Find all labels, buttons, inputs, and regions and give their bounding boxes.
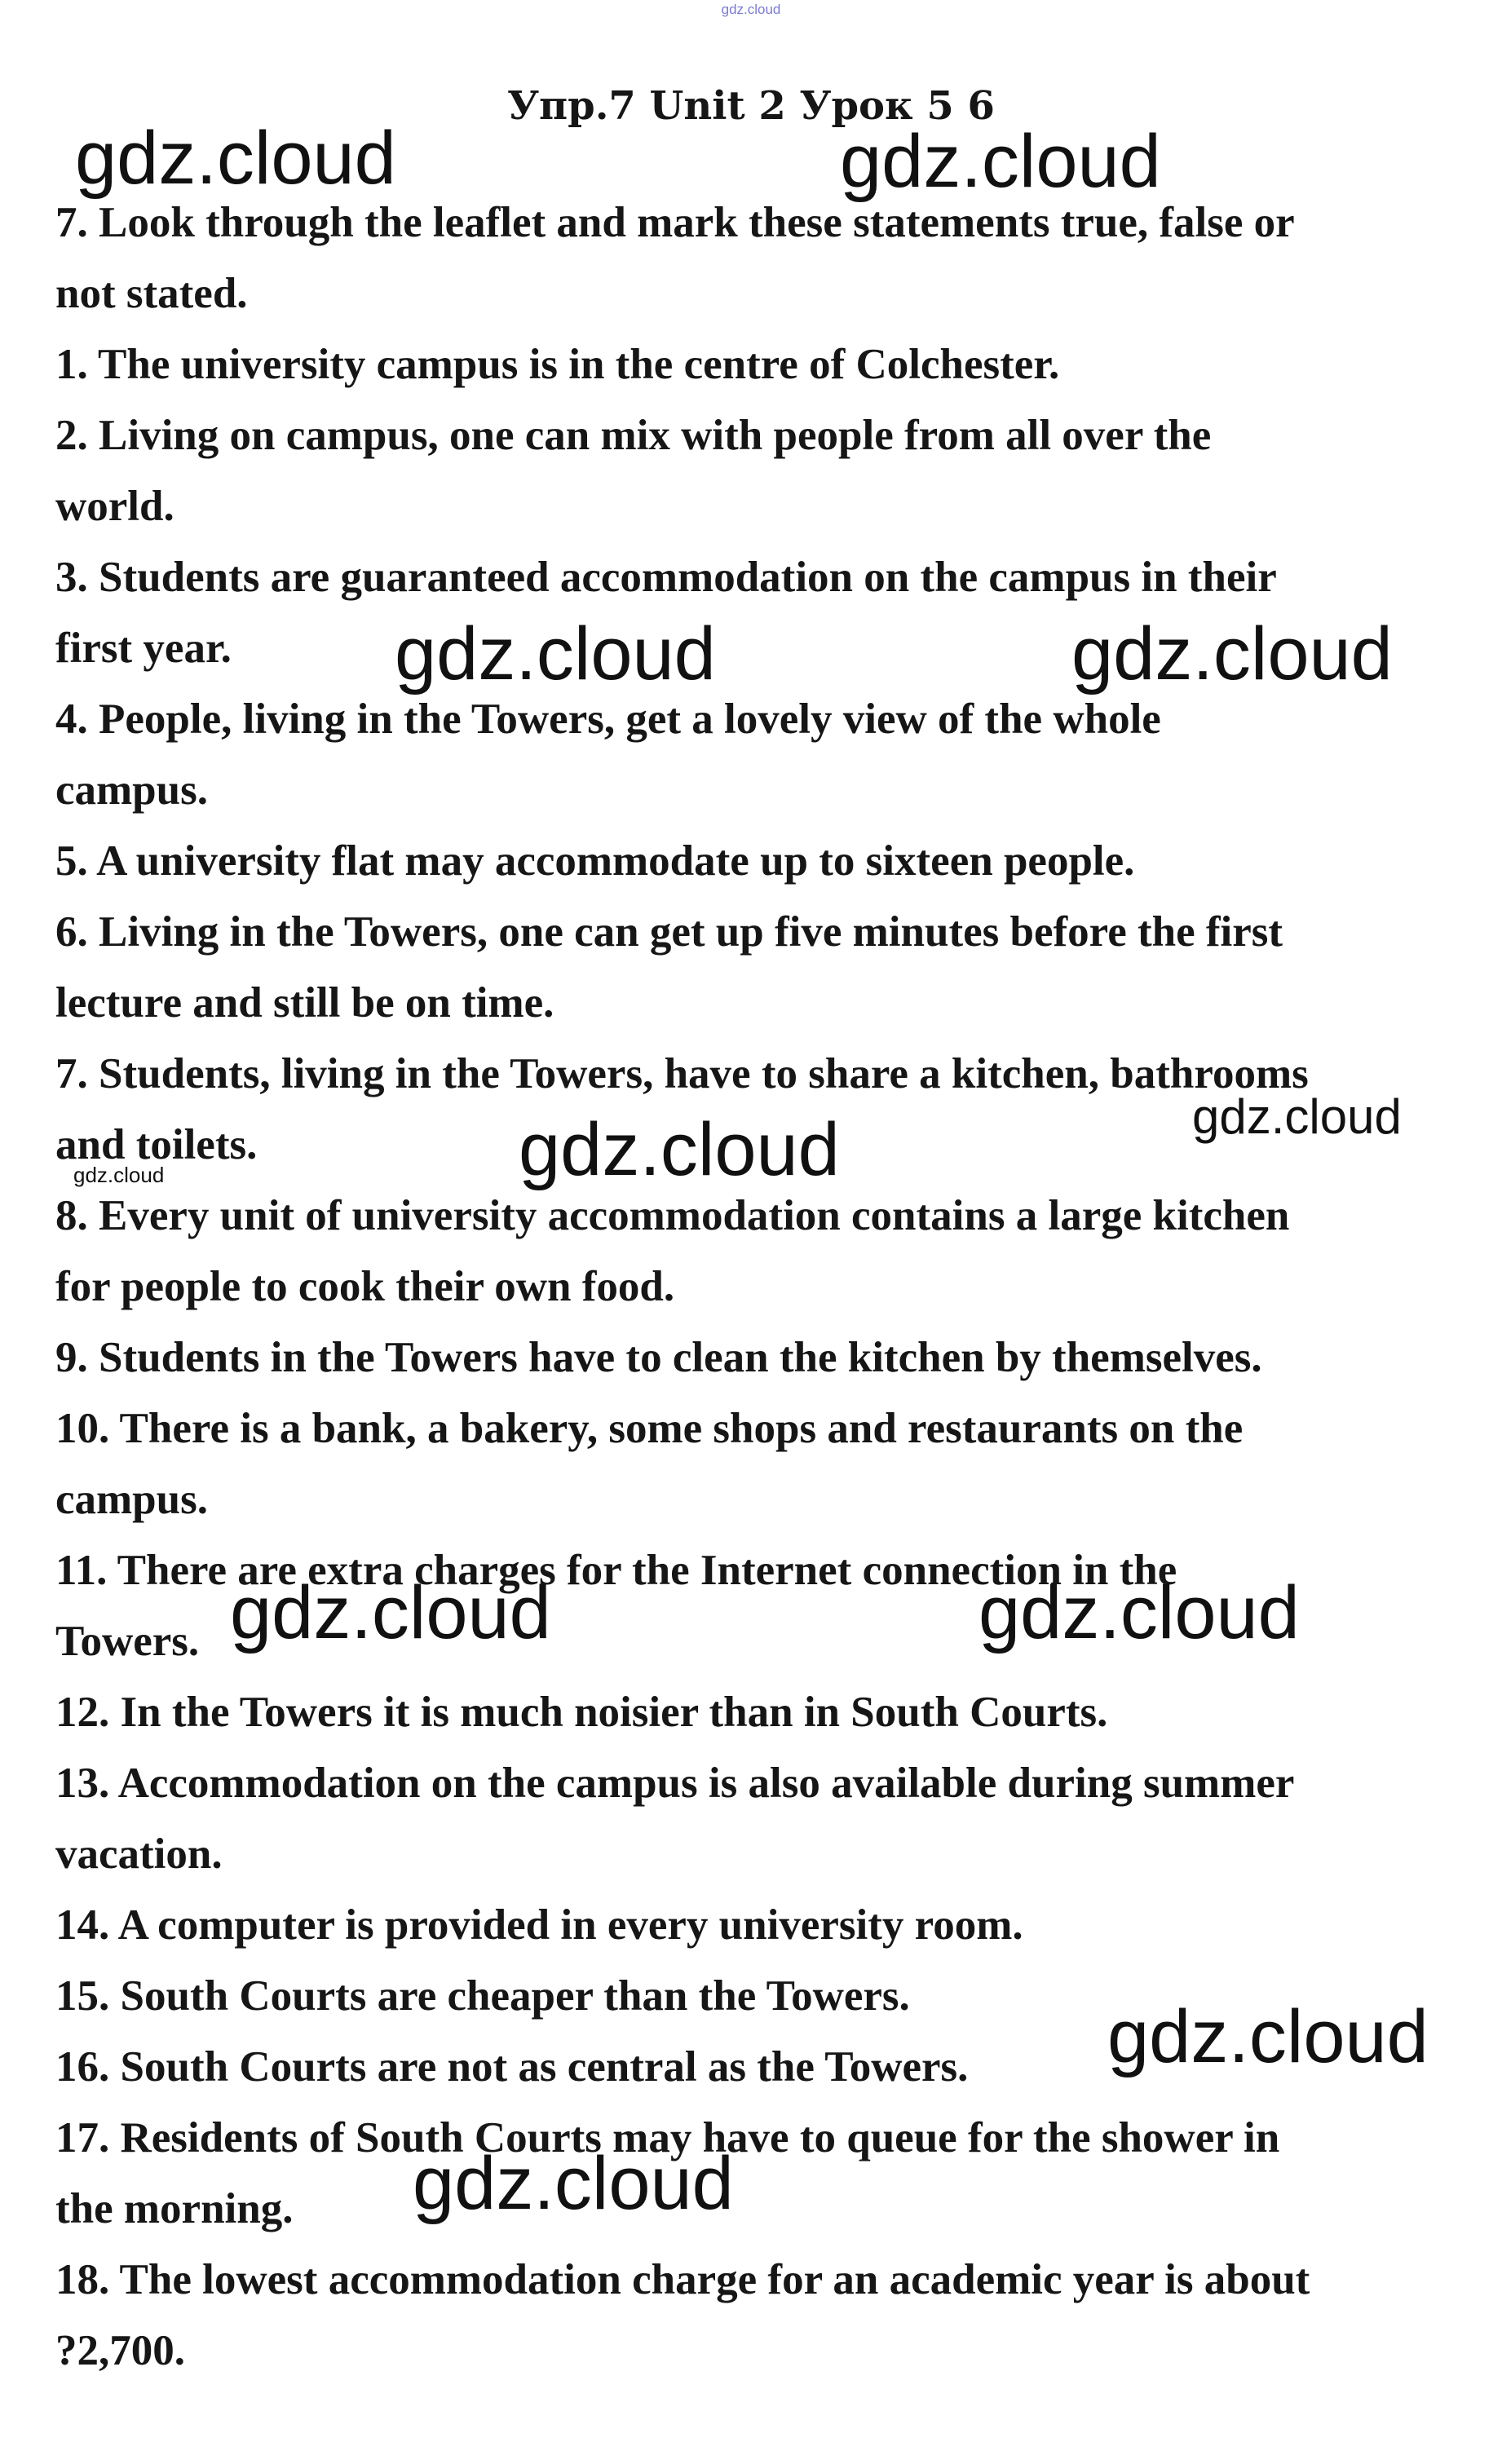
text-line: 8. Every unit of university accommodation contains a large kitchen	[55, 1192, 1290, 1239]
text-line: for people to cook their own food.	[55, 1263, 675, 1310]
page-title: Упр.7 Unit 2 Урок 5 6	[507, 83, 995, 129]
watermark: gdz.cloud	[413, 2142, 734, 2225]
watermark: gdz.cloud	[73, 1163, 165, 1187]
watermark: gdz.cloud	[979, 1571, 1300, 1654]
watermark: gdz.cloud	[230, 1571, 551, 1654]
text-line: Towers.	[55, 1618, 200, 1665]
text-line: 2. Living on campus, one can mix with people from all over the	[55, 412, 1212, 459]
text-line: and toilets.	[55, 1121, 258, 1168]
text-line: campus.	[55, 766, 209, 814]
text-line: 17. Residents of South Courts may have to queue for the shower in	[55, 2114, 1280, 2162]
watermark: gdz.cloud	[840, 120, 1161, 203]
text-line: 14. A computer is provided in every university room.	[55, 1901, 1023, 1949]
watermark: gdz.cloud	[1071, 612, 1393, 695]
text-line: first year.	[55, 625, 232, 672]
watermark: gdz.cloud	[75, 117, 396, 200]
text-line: 7. Look through the leaflet and mark these statements true, false or	[55, 199, 1295, 246]
text-line: 1. The university campus is in the centre of Colchester.	[55, 341, 1060, 388]
text-line: world.	[55, 483, 174, 530]
text-line: 6. Living in the Towers, one can get up five minutes before the first	[55, 908, 1283, 956]
text-line: 10. There is a bank, a bakery, some shops and restaurants on the	[55, 1405, 1244, 1452]
text-line: ?2,700.	[55, 2327, 185, 2374]
text-line: 5. A university flat may accommodate up to sixteen people.	[55, 837, 1135, 885]
watermark: gdz.cloud	[395, 612, 716, 695]
text-line: 11. There are extra charges for the Internet connection in the	[55, 1547, 1177, 1594]
text-line: not stated.	[55, 270, 248, 317]
exercise-text	[55, 188, 1458, 2387]
text-line: 13. Accommodation on the campus is also available during summer	[55, 1760, 1295, 1807]
watermark: gdz.cloud	[1192, 1089, 1402, 1144]
text-line: 18. The lowest accommodation charge for an academic year is about	[55, 2256, 1310, 2303]
watermark: gdz.cloud	[1107, 1995, 1429, 2078]
text-line: 7. Students, living in the Towers, have to share a kitchen, bathrooms	[55, 1050, 1309, 1097]
text-line: the morning.	[55, 2185, 294, 2232]
top-watermark: gdz.cloud	[721, 2, 781, 17]
text-line: vacation.	[55, 1830, 223, 1878]
text-line: 15. South Courts are cheaper than the Towers.	[55, 1972, 910, 2020]
text-line: 12. In the Towers it is much noisier than in South Courts.	[55, 1689, 1108, 1736]
watermark: gdz.cloud	[519, 1108, 840, 1191]
text-line: campus.	[55, 1476, 209, 1523]
text-line: lecture and still be on time.	[55, 979, 554, 1027]
text-line: 16. South Courts are not as central as the Towers.	[55, 2043, 969, 2091]
text-line: 9. Students in the Towers have to clean the kitchen by themselves.	[55, 1334, 1262, 1381]
text-line: 4. People, living in the Towers, get a lovely view of the whole	[55, 695, 1161, 743]
text-line: 3. Students are guaranteed accommodation on the campus in their	[55, 554, 1277, 601]
